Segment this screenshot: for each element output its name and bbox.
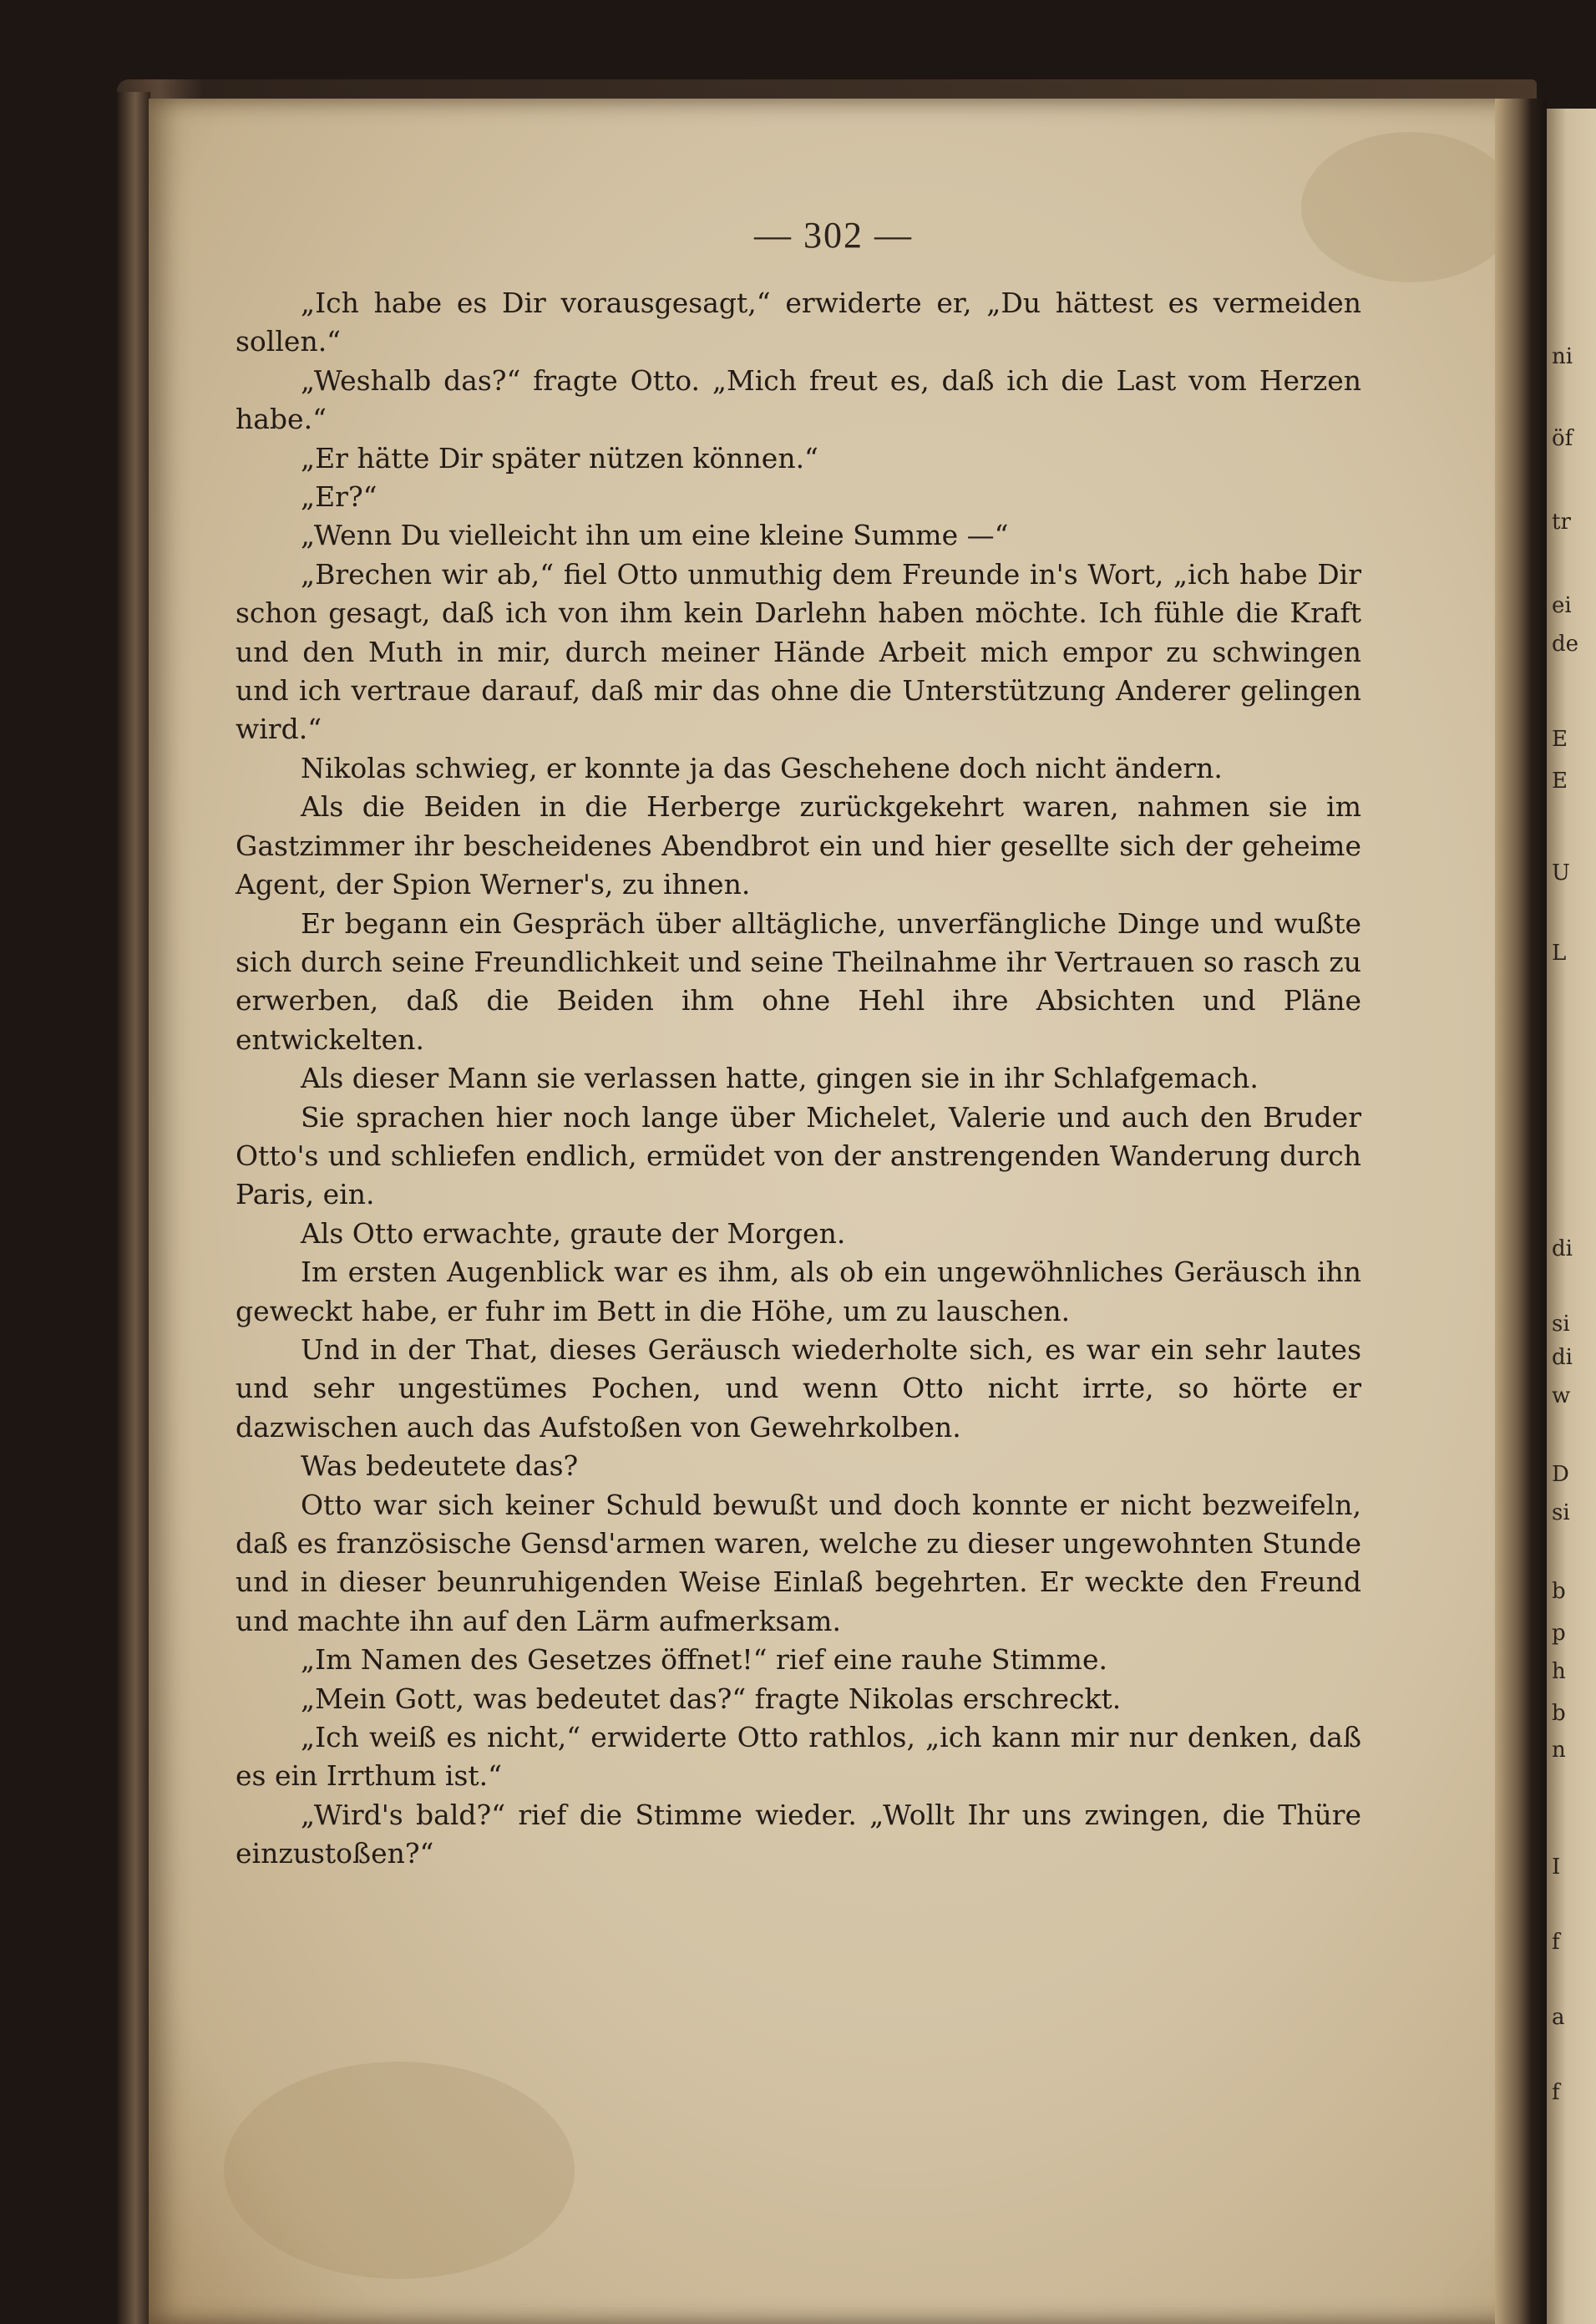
next-page-fragment: di xyxy=(1552,1236,1573,1261)
next-page-fragment: w xyxy=(1552,1383,1571,1408)
next-page-fragment: b xyxy=(1552,1701,1566,1726)
next-page-fragment: a xyxy=(1552,2005,1565,2030)
next-page-fragment: de xyxy=(1552,632,1579,657)
next-page-fragment: ei xyxy=(1552,593,1572,618)
page-gutter xyxy=(1495,99,1547,2324)
paragraph: „Im Namen des Gesetzes öffnet!“ rief eine rauhe Stimme. xyxy=(301,1643,1107,1677)
next-page-fragment: E xyxy=(1552,727,1568,752)
next-page-fragment: f xyxy=(1552,2080,1560,2105)
next-page-fragment: h xyxy=(1552,1659,1566,1684)
paragraph: Er begann ein Gespräch über alltägliche, unverfängliche Dinge und wußte sich durch seine Freundlichkeit und seine Theilnahme ihr Vertrauen so rasch zu erwerben, daß die Beiden ihm ohne Hehl ihre Absichten und Pläne entwickelten. xyxy=(236,906,1361,1056)
next-page-fragment: p xyxy=(1552,1621,1566,1646)
paragraph: Otto war sich keiner Schuld bewußt und doch konnte er nicht bezweifeln, daß es französische Gensd'armen waren, welche zu dieser ungewohnten Stunde und in dieser beunruhigenden Weise Einlaß begehrten. Er weckte den Freund und machte ihn auf den Lärm aufmerksam. xyxy=(236,1488,1361,1637)
paragraph: „Ich habe es Dir vorausgesagt,“ erwiderte er, „Du hättest es vermeiden sollen.“ xyxy=(236,287,1361,358)
next-page-fragment: ni xyxy=(1552,344,1573,369)
paragraph: Als dieser Mann sie verlassen hatte, gingen sie in ihr Schlafgemach. xyxy=(301,1062,1259,1095)
next-page-fragment: D xyxy=(1552,1462,1569,1487)
paragraph: Sie sprachen hier noch lange über Michelet, Valerie und auch den Bruder Otto's und schliefen endlich, ermüdet von der anstrengenden Wanderung durch Paris, ein. xyxy=(236,1100,1361,1211)
next-page-fragment: n xyxy=(1552,1738,1566,1763)
next-page-fragment: b xyxy=(1552,1579,1566,1604)
next-page-fragment: L xyxy=(1552,941,1567,966)
next-page-fragment: E xyxy=(1552,769,1568,794)
page-number: — 302 — xyxy=(754,215,913,256)
paragraph: „Er?“ xyxy=(301,480,377,514)
next-page-fragment: tr xyxy=(1552,510,1571,535)
book-binding-edge xyxy=(117,92,150,2324)
next-page-fragment: U xyxy=(1552,860,1570,885)
next-page-fragment: öf xyxy=(1552,426,1573,451)
paragraph: „Wenn Du vielleicht ihn um eine kleine Summe —“ xyxy=(301,519,1009,552)
paragraph: Als die Beiden in die Herberge zurückgekehrt waren, nahmen sie im Gastzimmer ihr bescheidenes Abendbrot ein und hier gesellte sich der geheime Agent, der Spion Werner's, zu ihnen. xyxy=(236,790,1361,901)
next-page-fragment: si xyxy=(1552,1312,1570,1337)
paragraph: „Wird's bald?“ rief die Stimme wieder. „Wollt Ihr uns zwingen, die Thüre einzustoßen?“ xyxy=(236,1798,1361,1870)
paper-stain xyxy=(1301,132,1518,282)
paragraph: Und in der That, dieses Geräusch wiederholte sich, es war ein sehr lautes und sehr ungestümes Pochen, und wenn Otto nicht irrte, so hörte er dazwischen auch das Aufstoßen von Gewehrkolben. xyxy=(236,1332,1361,1444)
next-page-fragment: di xyxy=(1552,1345,1573,1370)
next-page-fragment: I xyxy=(1552,1855,1561,1880)
paper-stain xyxy=(224,2062,575,2279)
next-page-edge xyxy=(1547,109,1596,2324)
paragraph: „Mein Gott, was bedeutet das?“ fragte Nikolas erschreckt. xyxy=(301,1682,1122,1715)
paragraph: Was bedeutete das? xyxy=(301,1449,579,1483)
paragraph: „Er hätte Dir später nützen können.“ xyxy=(301,441,818,474)
paragraph: Im ersten Augenblick war es ihm, als ob ein ungewöhnliches Geräusch ihn geweckt habe, er fuhr im Bett in die Höhe, um zu lauschen. xyxy=(236,1256,1361,1327)
next-page-fragment: f xyxy=(1552,1930,1560,1955)
paragraph: „Weshalb das?“ fragte Otto. „Mich freut es, daß ich die Last vom Herzen habe.“ xyxy=(236,363,1361,436)
next-page-fragment: si xyxy=(1552,1500,1570,1525)
paragraph: Als Otto erwachte, graute der Morgen. xyxy=(301,1216,846,1250)
paragraph: „Ich weiß es nicht,“ erwiderte Otto rathlos, „ich kann mir nur denken, daß es ein Irrthum ist.“ xyxy=(236,1721,1361,1793)
paragraph: Nikolas schwieg, er konnte ja das Geschehene doch nicht ändern. xyxy=(301,751,1223,784)
body-text xyxy=(236,284,1361,1874)
paragraph: „Brechen wir ab,“ fiel Otto unmuthig dem Freunde in's Wort, „ich habe Dir schon gesagt, daß ich von ihm kein Darlehn haben möchte. Ich fühle die Kraft und den Muth in mir, durch meiner Hände Arbeit mich empor zu schwingen und ich vertraue darauf, daß mir das ohne die Unterstützung Anderer gelingen wird.“ xyxy=(236,557,1361,746)
